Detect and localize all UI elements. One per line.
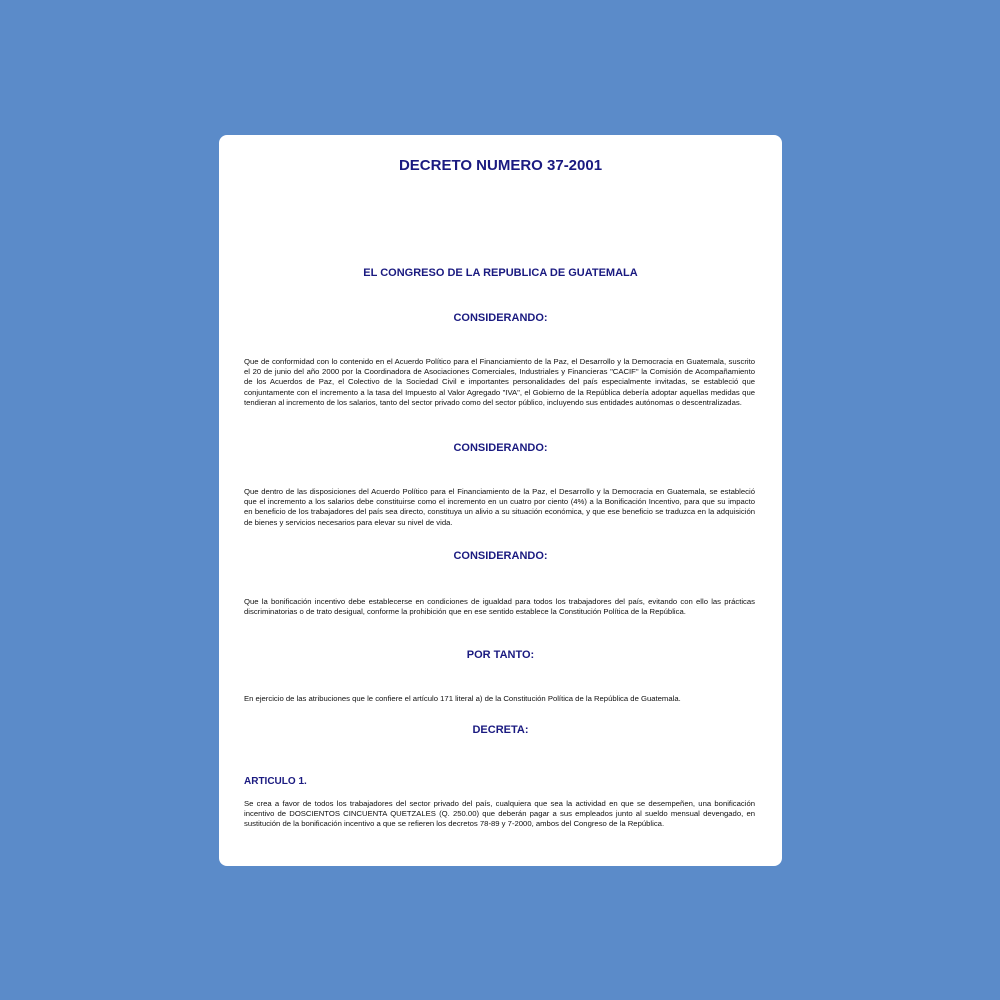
considerando-3-text: Que la bonificación incentivo debe establecerse en condiciones de igualdad para todos los trabajadores del país, evitando con ello las prácticas discriminatorias o de trato desigual, conforme la prohibición que en ese sentido establece la Constitución Política de la República. — [244, 597, 755, 617]
por-tanto-text: En ejercicio de las atribuciones que le confiere el artículo 171 literal a) de la Constitución Política de la República de Guatemala. — [244, 694, 681, 703]
articulo-1-text: Se crea a favor de todos los trabajadores del sector privado del país, cualquiera que sea la actividad en que se desempeñen, una bonificación incentivo de DOSCIENTOS CINCUENTA QUETZALES (Q. 250.00) que deberán pagar a sus empleados junto al sueldo mensual devengado, en sustitución de la bonificación incentivo a que se refieren los decretos 78-89 y 7-2000, ambos del Congreso de la República. — [244, 799, 755, 829]
document-page — [219, 135, 782, 866]
considerando-2-heading: CONSIDERANDO: — [453, 442, 548, 454]
decreta-heading: DECRETA: — [472, 724, 529, 736]
por-tanto-heading: POR TANTO: — [466, 649, 535, 661]
articulo-1-heading: ARTICULO 1. — [244, 776, 307, 787]
considerando-2-text: Que dentro de las disposiciones del Acuerdo Político para el Financiamiento de la Paz, el Desarrollo y la Democracia en Guatemala, se estableció que el incremento a los salarios debe constituirse como el incremento en un cuatro por ciento (4%) a la Bonificación Incentivo, para que su impacto en beneficio de los trabajadores del país sea directo, constituya un alivio a su situación económica, y que ese beneficio se traduzca en la adquisición de bienes y servicios necesarios para elevar su nivel de vida. — [244, 487, 755, 527]
considerando-1-heading: CONSIDERANDO: — [453, 312, 548, 324]
considerando-3-heading: CONSIDERANDO: — [453, 550, 548, 562]
considerando-1-text: Que de conformidad con lo contenido en el Acuerdo Político para el Financiamiento de la Paz, el Desarrollo y la Democracia en Guatemala, suscrito el 20 de junio del año 2000 por la Coordinadora de Asociaciones Comerciales, Industriales y Financieras "CACIF" la Comisión de Acompañamiento de los Acuerdos de Paz, el Colectivo de la Sociedad Civil e importantes personalidades del país especialmente invitadas, se estableció que conjuntamente con el incremento a la tasa del Impuesto al Valor Agregado "IVA", el Gobierno de la República debería adoptar aquellas medidas que tendieran al incremento de los salarios, tanto del sector privado como del sector público, incluyendo sus entidades autónomas o descentralizadas. — [244, 357, 755, 407]
document-title: DECRETO NUMERO 37-2001 — [398, 157, 603, 174]
congress-heading: EL CONGRESO DE LA REPUBLICA DE GUATEMALA — [363, 267, 638, 279]
